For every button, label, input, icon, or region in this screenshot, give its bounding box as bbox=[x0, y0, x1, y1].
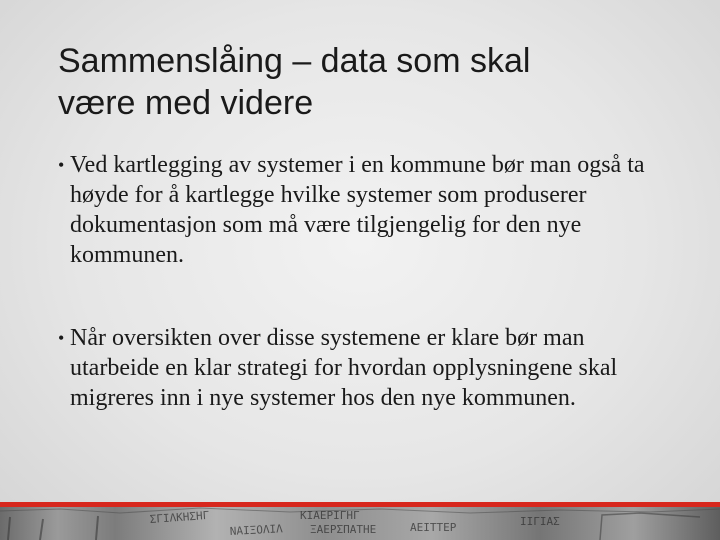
svg-text:ΚΙΑΕΡΙΓΗΓ: ΚΙΑΕΡΙΓΗΓ bbox=[300, 509, 360, 522]
svg-text:ΞΑΕΡΣΠΑΤΗΕ: ΞΑΕΡΣΠΑΤΗΕ bbox=[310, 523, 377, 536]
svg-text:ΝΑΙΞΟΛΙΛ: ΝΑΙΞΟΛΙΛ bbox=[229, 522, 284, 538]
footer-decorative-image bbox=[0, 507, 720, 540]
slide-title: Sammenslåing – data som skal være med videre bbox=[58, 42, 531, 122]
svg-text:ΑΕΙΤΤΕΡ: ΑΕΙΤΤΕΡ bbox=[410, 521, 457, 534]
bullet-dot-icon: • bbox=[58, 328, 65, 348]
bullet-list bbox=[58, 150, 678, 413]
footer-texture-icon bbox=[0, 507, 720, 540]
svg-text:ΣΓΙΛΚΗΣΗΓ: ΣΓΙΛΚΗΣΗΓ bbox=[149, 508, 210, 526]
bullet-dot-icon: • bbox=[58, 155, 65, 175]
bullet-text: Ved kartlegging av systemer i en kommune bør man også ta høyde for å kartlegge hvilke systemer som produserer dokumentasjon som må være tilgjengelig for den nye kommunen. bbox=[70, 152, 645, 268]
bullet-item bbox=[58, 323, 678, 413]
bullet-item bbox=[58, 150, 678, 270]
bullet-text: Når oversikten over disse systemene er klare bør man utarbeide en klar strategi for hvordan opplysningene skal migreres inn i nye systemer hos den nye kommunen. bbox=[70, 325, 618, 411]
svg-text:ΙΙΓΙΑΣ: ΙΙΓΙΑΣ bbox=[520, 515, 560, 528]
